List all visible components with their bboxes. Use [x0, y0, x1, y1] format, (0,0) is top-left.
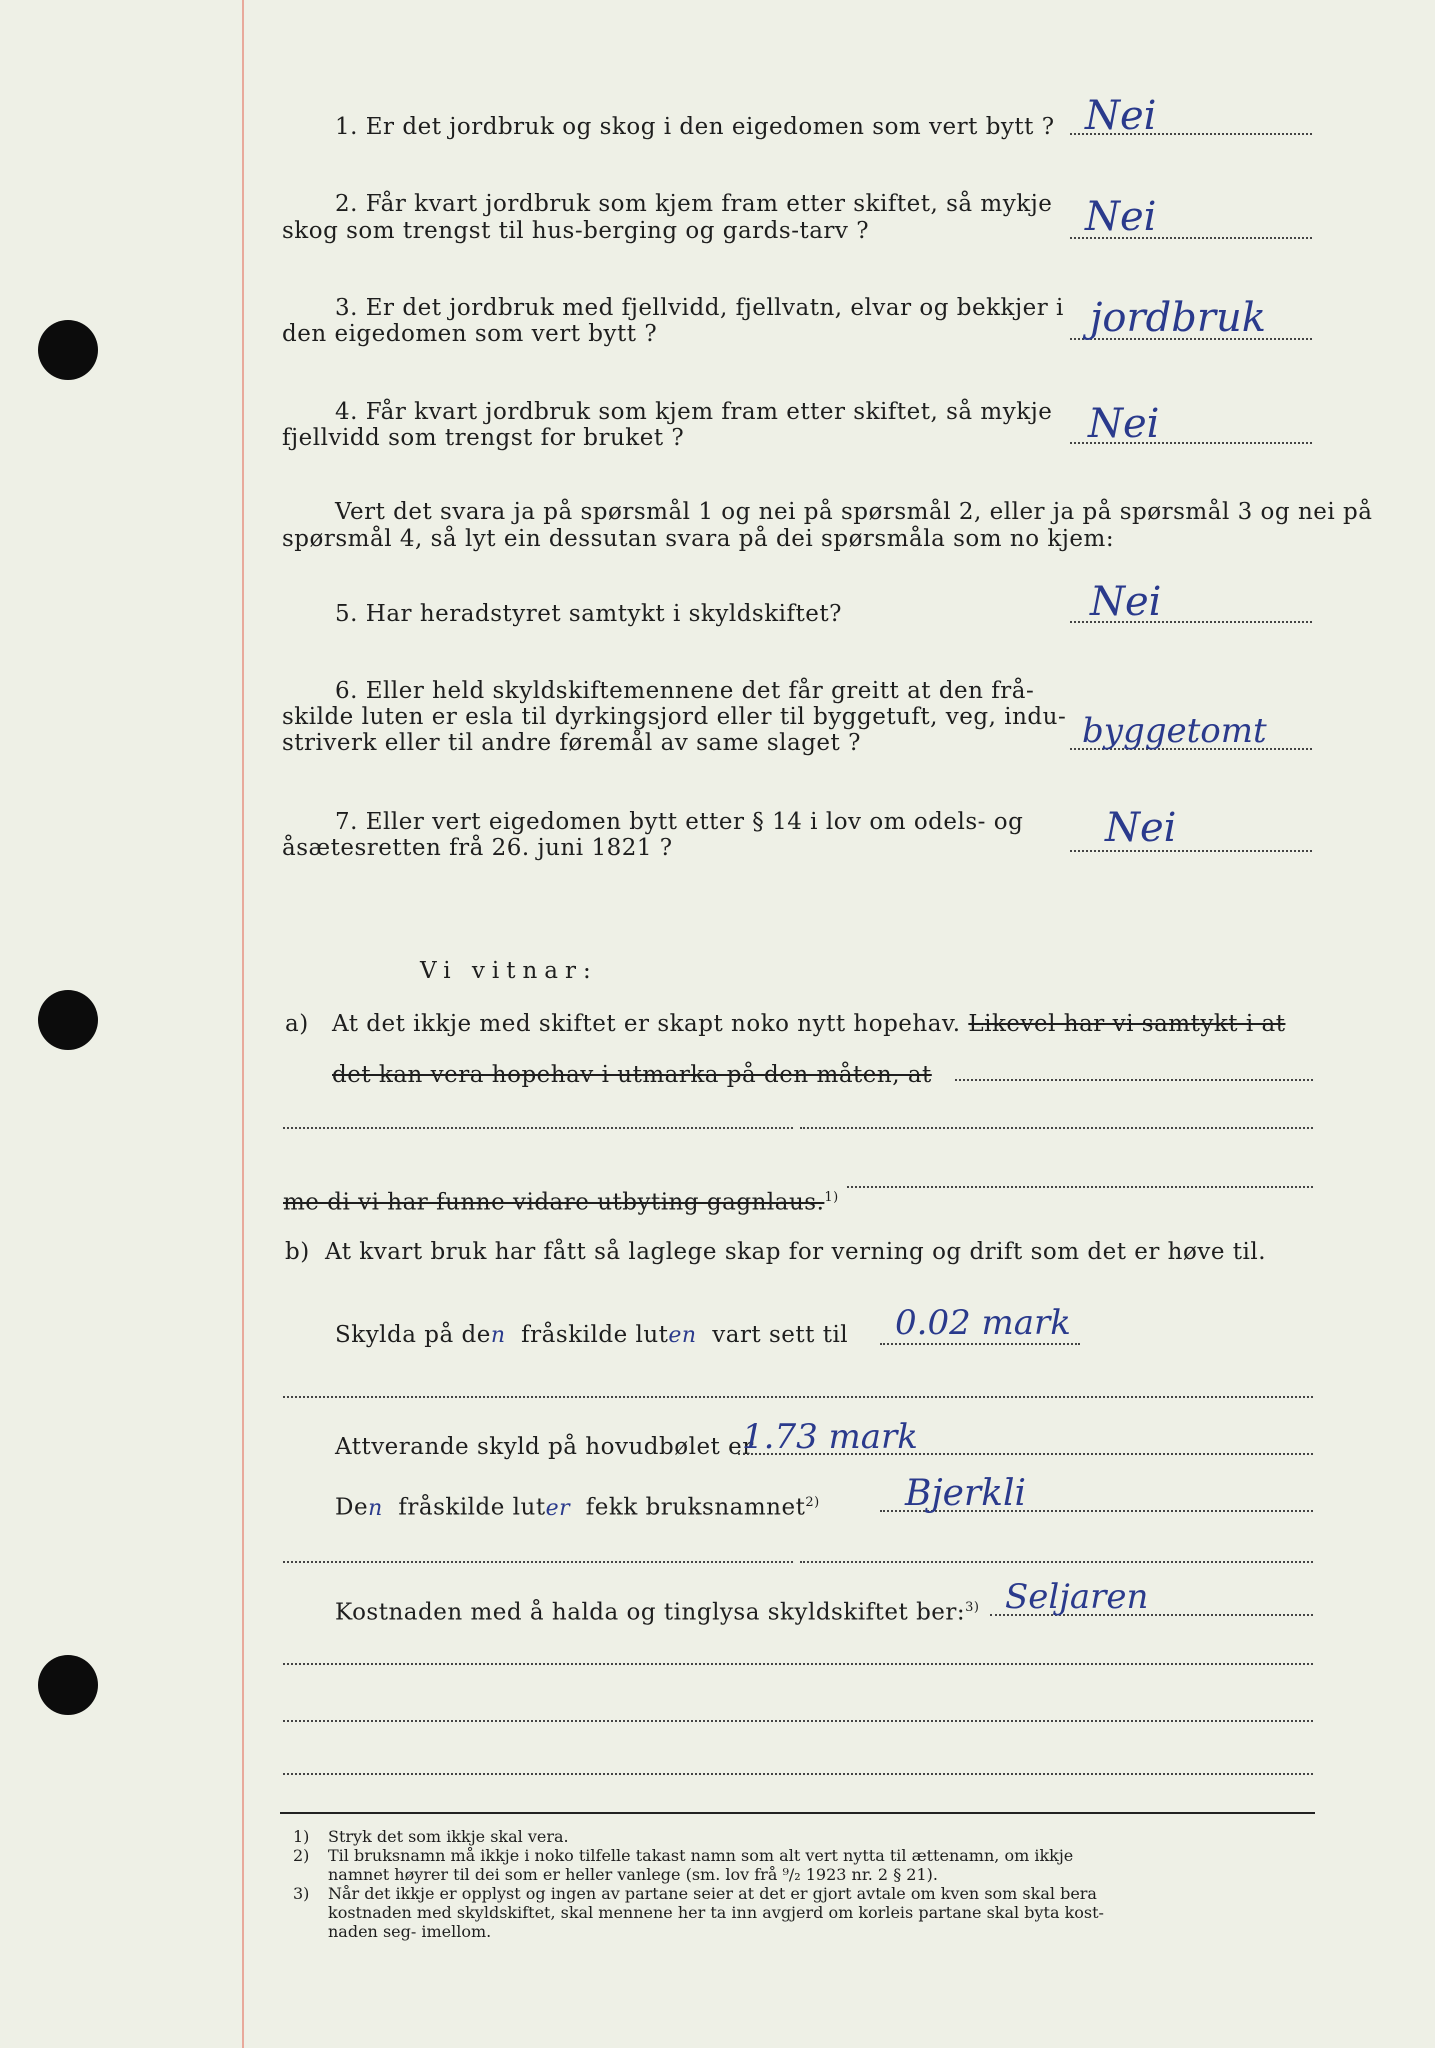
question-4-line-2: fjellvidd som trengst for bruket ?	[282, 425, 685, 451]
question-6-line-2: skilde luten er esla til dyrkingsjord eller til byggetuft, veg, indu-	[282, 704, 1067, 730]
witness-a-text: At det ikkje med skiftet er skapt noko nytt hopehav. Likevel har vi samtykt i at	[332, 1011, 1286, 1037]
witness-a-line-2: det kan vera hopehav i utmarka på den måten, at	[332, 1062, 932, 1088]
intro-line-2: spørsmål 4, så lyt ein dessutan svara på dei spørsmåla som no kjem:	[282, 526, 1115, 552]
bruksnamn-value: Bjerkli	[905, 1473, 1026, 1514]
intro-line-1: Vert det svara ja på spørsmål 1 og nei på spørsmål 2, eller ja på spørsmål 3 og nei på	[335, 499, 1373, 525]
margin-line	[242, 0, 244, 2048]
footnote-rule	[280, 1812, 1315, 1814]
skylda-label: Skylda på den fråskilde luten vart sett til	[335, 1322, 849, 1348]
footnote-2-line-2: namnet høyrer til dei som er heller vanlege (sm. lov frå ⁹/₂ 1923 nr. 2 § 21).	[328, 1865, 938, 1884]
attverande-value: 1.73 mark	[742, 1417, 918, 1457]
question-3-line-2: den eigedomen som vert bytt ?	[282, 321, 658, 347]
witness-b-text: At kvart bruk har fått så laglege skap for verning og drift som det er høve til.	[325, 1239, 1267, 1265]
attverande-label: Attverande skyld på hovudbølet er	[335, 1434, 754, 1460]
question-7-line-2: åsætesretten frå 26. juni 1821 ?	[282, 835, 673, 861]
answer-2: Nei	[1085, 194, 1157, 240]
witness-heading: Vi vitnar:	[420, 958, 598, 984]
kostnad-label: Kostnaden med å halda og tinglysa skyldskiftet ber:$^{3)}$	[335, 1599, 980, 1626]
question-6-line-3: striverk eller til andre føremål av same slaget ?	[282, 730, 861, 756]
blank-line	[800, 1127, 1313, 1129]
footnote-3-line-3: naden seg- imellom.	[328, 1922, 492, 1941]
footnote-3-mark: 3)	[293, 1884, 310, 1903]
footnote-3-line-1: Når det ikkje er opplyst og ingen av partane seier at det er gjort avtale om kven som skal bera	[328, 1884, 1097, 1903]
blank-line	[800, 1561, 1313, 1563]
question-1: 1. Er det jordbruk og skog i den eigedomen som vert bytt ?	[335, 114, 1055, 140]
answer-5: Nei	[1090, 579, 1162, 625]
footnote-3-line-2: kostnaden med skyldskiftet, skal mennene her ta inn avgjerd om korleis partane skal byta kost-	[328, 1903, 1104, 1922]
answer-1: Nei	[1085, 93, 1157, 139]
punch-hole-icon	[38, 1655, 98, 1715]
footnote-1-mark: 1)	[293, 1827, 310, 1846]
witness-a-line-4: me di vi har funne vidare utbyting gagnlaus.$^{1)}$	[283, 1184, 845, 1217]
punch-hole-icon	[38, 990, 98, 1050]
skylda-line	[880, 1343, 1080, 1345]
skylda-value: 0.02 mark	[895, 1303, 1071, 1343]
witness-b-label: b)	[285, 1239, 310, 1265]
question-2-line-1: 2. Får kvart jordbruk som kjem fram etter skiftet, så mykje	[335, 191, 1053, 217]
answer-4: Nei	[1088, 401, 1160, 447]
blank-line	[283, 1773, 1313, 1775]
blank-line	[283, 1127, 793, 1129]
question-6-line-1: 6. Eller held skyldskiftemennene det får greitt at den frå-	[335, 678, 1035, 704]
blank-line	[283, 1396, 1313, 1398]
blank-line	[283, 1561, 793, 1563]
kostnad-value: Seljaren	[1005, 1577, 1149, 1617]
question-3-line-1: 3. Er det jordbruk med fjellvidd, fjellvatn, elvar og bekkjer i	[335, 295, 1064, 321]
question-5: 5. Har heradstyret samtykt i skyldskiftet?	[335, 601, 842, 627]
witness-a-label: a)	[285, 1011, 309, 1037]
question-2-line-2: skog som trengst til hus-berging og gards-tarv ?	[282, 218, 870, 244]
question-7-line-1: 7. Eller vert eigedomen bytt etter § 14 i lov om odels- og	[335, 809, 1024, 835]
blank-line	[283, 1720, 1313, 1722]
answer-6: byggetomt	[1082, 711, 1267, 751]
answer-3: jordbruk	[1090, 295, 1266, 341]
question-4-line-1: 4. Får kvart jordbruk som kjem fram etter skiftet, så mykje	[335, 399, 1053, 425]
footnote-1: Stryk det som ikkje skal vera.	[328, 1827, 569, 1846]
footnote-2-mark: 2)	[293, 1846, 310, 1865]
struck-text: Likevel har vi samtykt i at	[968, 1011, 1286, 1037]
blank-line	[283, 1663, 1313, 1665]
bruksnamn-label: Den fråskilde luter fekk bruksnamnet$^{2)}$	[335, 1494, 820, 1521]
punch-hole-icon	[38, 320, 98, 380]
answer-7: Nei	[1105, 805, 1177, 851]
footnote-2-line-1: Til bruksnamn må ikkje i noko tilfelle takast namn som alt vert nytta til ættenamn, om ikkje	[328, 1846, 1074, 1865]
blank-line	[955, 1079, 1313, 1081]
